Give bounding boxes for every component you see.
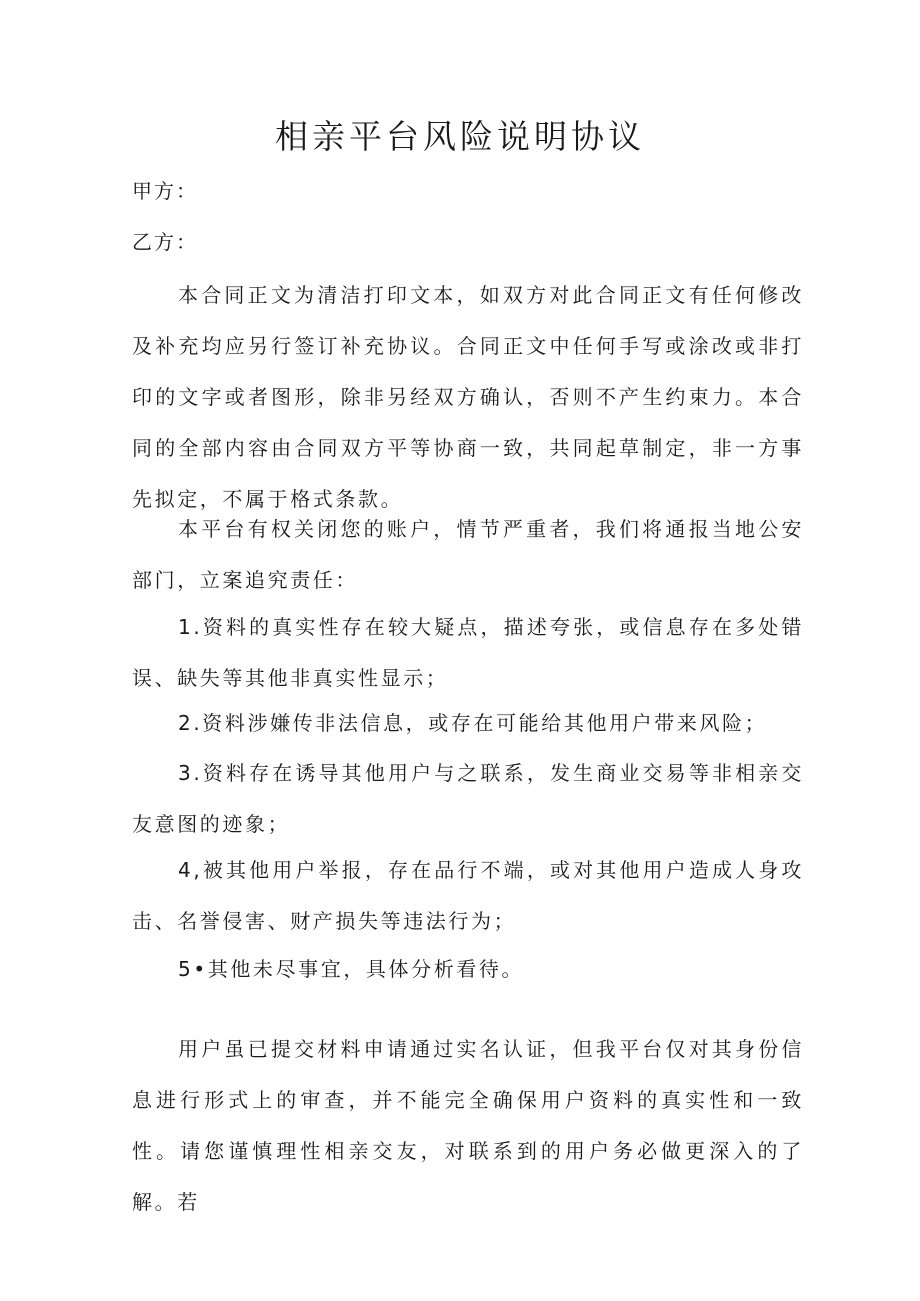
list-item-3: 3.资料存在诱导其他用户与之联系，发生商业交易等非相亲交友意图的迹象； [132, 761, 804, 836]
paragraph-clean-text-notice: 本合同正文为清洁打印文本，如双方对此合同正文有任何修改及补充均应另行签订补充协议。合同正文中任何手写或涂改或非打印的文字或者图形，除非另经双方确认，否则不产生约束力。本合同的全部内容由合同双方平等协商一致，共同起草制定，非一方事先拟定，不属于格式条款。 [132, 283, 804, 511]
list-item-5: 5•其他未尽事宜，具体分析看待。 [178, 957, 525, 981]
paragraph-verification-notice: 用户虽已提交材料申请通过实名认证，但我平台仅对其身份信息进行形式上的审查，并不能完全确保用户资料的真实性和一致性。请您谨慎理性相亲交友，对联系到的用户务必做更深入的了解。若 [132, 1037, 804, 1214]
list-item-4: 4,被其他用户举报，存在品行不端，或对其他用户造成人身攻击、名誉侵害、财产损失等违法行为； [132, 858, 804, 933]
document-title: 相亲平台风险说明协议 [275, 117, 645, 156]
party-a-label: 甲方： [132, 179, 198, 203]
list-item-2: 2.资料涉嫌传非法信息，或存在可能给其他用户带来风险； [178, 711, 768, 735]
party-b-label: 乙方： [132, 230, 198, 254]
list-item-1: 1.资料的真实性存在较大疑点，描述夸张，或信息存在多处错误、缺失等其他非真实性显示； [132, 615, 804, 690]
paragraph-account-closure: 本平台有权关闭您的账户，情节严重者，我们将通报当地公安部门，立案追究责任： [132, 517, 804, 592]
